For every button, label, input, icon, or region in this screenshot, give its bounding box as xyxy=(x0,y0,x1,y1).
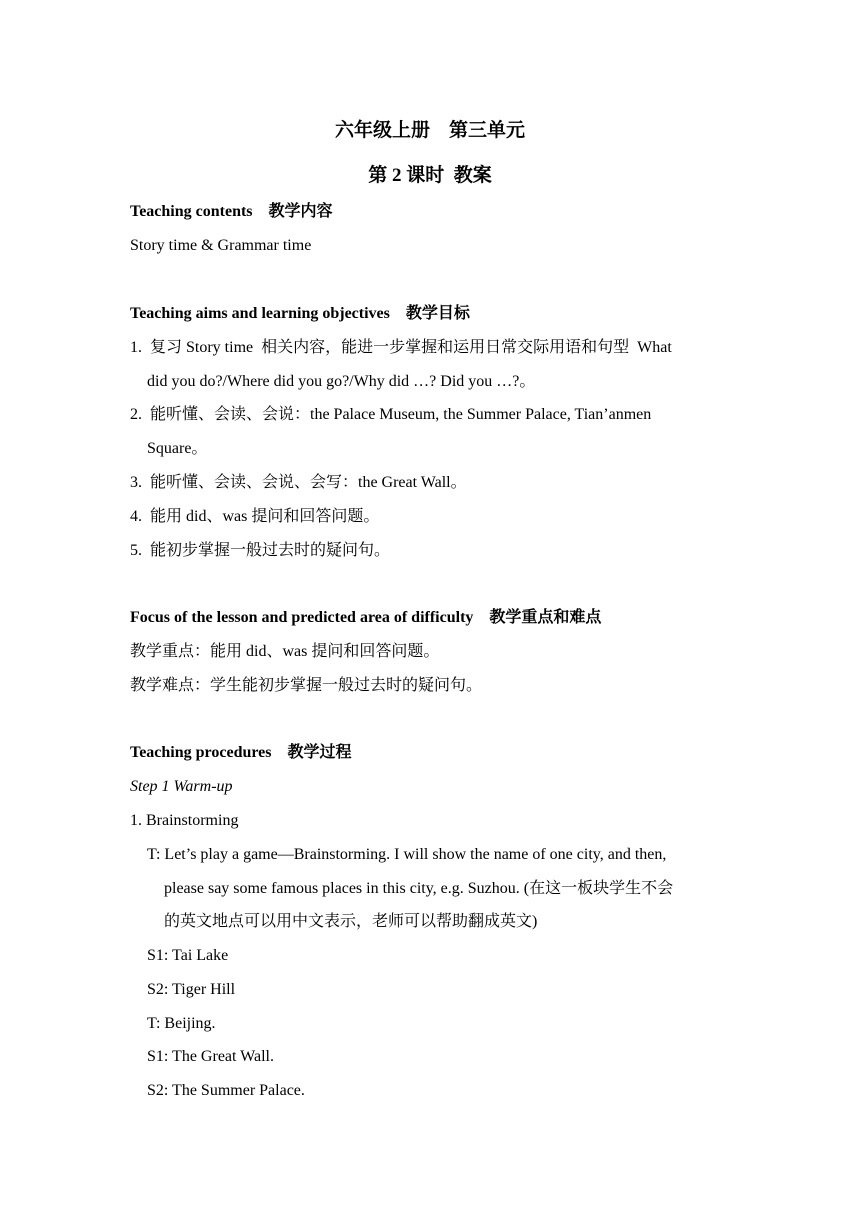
document-subtitle: 第 2 课时 教案 xyxy=(368,165,492,186)
teacher-line: please say some famous places in this city, e.g. Suzhou. (在这一板块学生不会 xyxy=(164,880,674,897)
aim-line: 3. 能听懂、会读、会说、会写：the Great Wall。 xyxy=(130,474,467,491)
section-heading-procedures: Teaching procedures 教学过程 xyxy=(130,744,352,761)
teacher-line: T: Let’s play a game—Brainstorming. I will show the name of one city, and then, xyxy=(147,846,667,863)
dialogue-line: T: Beijing. xyxy=(147,1015,216,1032)
aim-line: 4. 能用 did、was 提问和回答问题。 xyxy=(130,508,380,525)
dialogue-line: S1: Tai Lake xyxy=(147,947,229,964)
dialogue-line: S2: The Summer Palace. xyxy=(147,1082,305,1099)
aim-line: 5. 能初步掌握一般过去时的疑问句。 xyxy=(130,542,391,559)
document-title: 六年级上册 第三单元 xyxy=(334,120,525,141)
section-heading-aims: Teaching aims and learning objectives 教学目标 xyxy=(130,305,470,322)
focus-line: 教学重点：能用 did、was 提问和回答问题。 xyxy=(130,643,440,660)
focus-line: 教学难点：学生能初步掌握一般过去时的疑问句。 xyxy=(130,677,483,694)
dialogue-line: S2: Tiger Hill xyxy=(147,981,236,998)
procedure-item: 1. Brainstorming xyxy=(130,812,239,829)
section-heading-focus: Focus of the lesson and predicted area of difficulty 教学重点和难点 xyxy=(130,609,602,626)
section-heading-contents: Teaching contents 教学内容 xyxy=(130,203,333,220)
aim-line: 1. 复习 Story time 相关内容，能进一步掌握和运用日常交际用语和句型 What xyxy=(130,339,672,356)
aim-line: Square。 xyxy=(147,440,208,457)
contents-text: Story time & Grammar time xyxy=(130,237,312,254)
step-heading: Step 1 Warm-up xyxy=(130,778,233,795)
teacher-line: 的英文地点可以用中文表示，老师可以帮助翻成英文) xyxy=(164,913,538,930)
dialogue-line: S1: The Great Wall. xyxy=(147,1048,274,1065)
aim-line: 2. 能听懂、会读、会说：the Palace Museum, the Summer Palace, Tian’anmen xyxy=(130,406,652,423)
aim-line: did you do?/Where did you go?/Why did …? Did you …?。 xyxy=(147,373,536,390)
